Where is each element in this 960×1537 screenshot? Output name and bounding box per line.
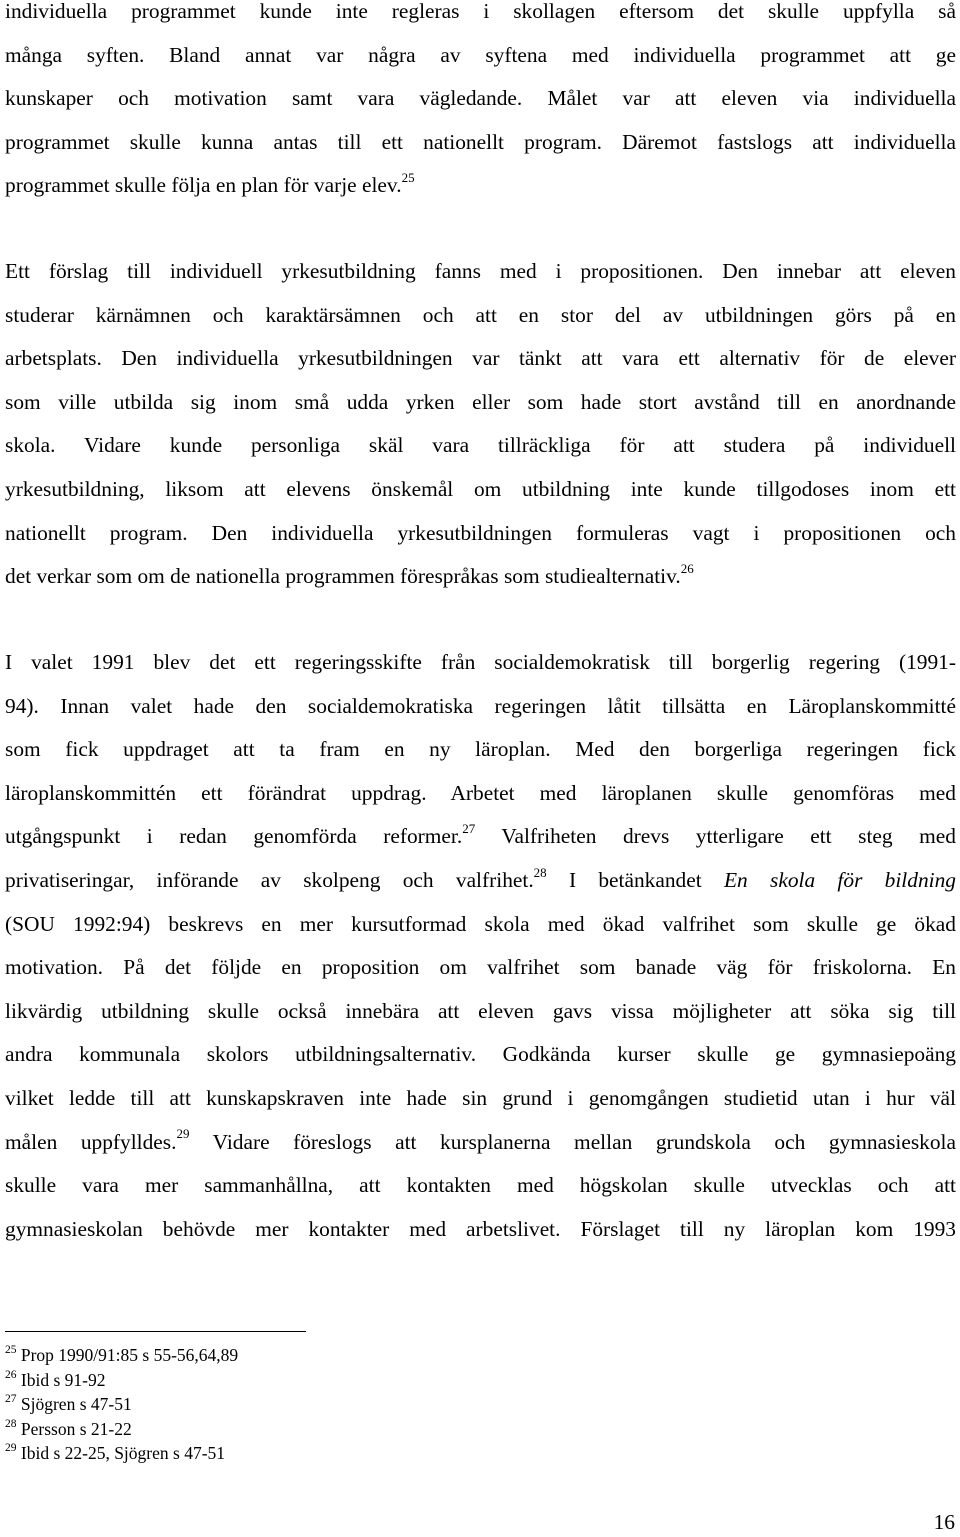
- text-line: läroplanskommittén ett förändrat uppdrag. Arbetet med läroplanen skulle genomföras med: [5, 780, 956, 805]
- text-line: yrkesutbildning, liksom att elevens önskemål om utbildning inte kunde tillgodoses inom ett: [5, 476, 956, 501]
- footnotes: [5, 1343, 238, 1466]
- book-title: En skola för bildning: [723, 867, 956, 892]
- text-line: (SOU 1992:94) beskrevs en mer kursutformad skola med ökad valfrihet som skulle ge ökad: [5, 911, 956, 936]
- text-line: många syften. Bland annat var några av syftena med individuella programmet att ge: [5, 42, 956, 67]
- text-line: motivation. På det följde en proposition om valfrihet som banade väg för friskolorna. En: [5, 955, 956, 980]
- text-line: I valet 1991 blev det ett regeringsskifte från socialdemokratisk till borgerlig regering (1991-: [5, 650, 956, 674]
- footnote-number: 28: [5, 1417, 17, 1430]
- text-line: vilket ledde till att kunskapskraven inte hade sin grund i genomgången studietid utan i hur väl: [5, 1085, 956, 1110]
- paragraph-3: [5, 641, 956, 1251]
- text-line: kunskaper och motivation samt vara vägledande. Målet var att eleven via individuella: [5, 86, 956, 111]
- text-line: [5, 555, 956, 599]
- text-segment: programmet skulle följa en plan för varje elev.: [5, 173, 402, 198]
- paragraph-1: [5, 0, 956, 208]
- footnote: [5, 1368, 238, 1393]
- page-number: 16: [933, 1510, 955, 1534]
- text-line: skulle vara mer sammanhållna, att kontakten med högskolan skulle utvecklas och att: [5, 1173, 956, 1198]
- text-line: individuella programmet kunde inte regleras i skollagen eftersom det skulle uppfylla så: [5, 0, 956, 23]
- footnote-text: Persson s 21-22: [20, 1418, 132, 1439]
- text-segment: Vidare föreslogs att kursplanerna mellan grundskola och gymnasieskola: [189, 1129, 956, 1154]
- text-line: [5, 1121, 956, 1165]
- text-line: som ville utbilda sig inom små udda yrken eller som hade stort avstånd till en anordnande: [5, 389, 956, 414]
- footnote-ref: 29: [176, 1126, 190, 1142]
- text-segment: privatiseringar, införande av skolpeng och valfrihet.: [5, 867, 534, 892]
- text-line: 94). Innan valet hade den socialdemokratiska regeringen låtit tillsätta en Läroplanskommitté: [5, 693, 956, 718]
- footnote-text: Sjögren s 47-51: [20, 1394, 132, 1414]
- text-line: skola. Vidare kunde personliga skäl vara tillräckliga för att studera på individuell: [5, 433, 956, 458]
- footnote-ref: 28: [533, 864, 547, 880]
- footnote-number: 25: [5, 1344, 17, 1357]
- footnote-number: 26: [5, 1368, 17, 1381]
- text-line: programmet skulle kunna antas till ett nationellt program. Däremot fastslogs att individuella: [5, 129, 956, 154]
- footnote: [5, 1441, 238, 1466]
- footnote-text: Ibid s 22-25, Sjögren s 47-51: [20, 1443, 226, 1463]
- paragraph-2: [5, 250, 956, 599]
- text-segment: Valfriheten drevs ytterligare ett steg med: [475, 824, 956, 849]
- text-line: nationellt program. Den individuella yrkesutbildningen formuleras vagt i propositionen och: [5, 520, 956, 545]
- text-line: [5, 815, 956, 859]
- footnote: [5, 1392, 238, 1417]
- text-line: arbetsplats. Den individuella yrkesutbildningen var tänkt att vara ett alternativ för de elever: [5, 346, 956, 371]
- text-line: [5, 164, 956, 208]
- text-segment: målen uppfylldes.: [5, 1129, 177, 1154]
- footnote-ref: 25: [401, 170, 415, 186]
- text-segment: I betänkandet: [546, 867, 724, 892]
- footnote: [5, 1343, 238, 1368]
- footnote-ref: 26: [680, 561, 694, 577]
- text-segment: det verkar som om de nationella programmen förespråkas som studiealternativ.: [5, 564, 681, 589]
- text-line: likvärdig utbildning skulle också innebära att eleven gavs vissa möjligheter att söka sig till: [5, 998, 956, 1023]
- footnote-number: 27: [5, 1393, 17, 1406]
- text-line: studerar kärnämnen och karaktärsämnen och att en stor del av utbildningen görs på en: [5, 302, 956, 327]
- text-line: som fick uppdraget att ta fram en ny läroplan. Med den borgerliga regeringen fick: [5, 737, 956, 762]
- footnote-ref: 27: [462, 821, 476, 837]
- footnote-number: 29: [5, 1442, 17, 1455]
- text-segment: utgångspunkt i redan genomförda reformer.: [5, 824, 463, 849]
- text-line: andra kommunala skolors utbildningsalternativ. Godkända kurser skulle ge gymnasiepoäng: [5, 1042, 956, 1067]
- text-line: [5, 859, 956, 903]
- footnote: [5, 1417, 238, 1442]
- footnote-text: Prop 1990/91:85 s 55-56,64,89: [20, 1345, 239, 1365]
- footnote-text: Ibid s 91-92: [20, 1369, 106, 1390]
- text-line: gymnasieskolan behövde mer kontakter med arbetslivet. Förslaget till ny läroplan kom 1993: [5, 1216, 956, 1241]
- footnote-divider: [5, 1331, 306, 1332]
- text-line: Ett förslag till individuell yrkesutbildning fanns med i propositionen. Den innebar att eleven: [5, 259, 956, 283]
